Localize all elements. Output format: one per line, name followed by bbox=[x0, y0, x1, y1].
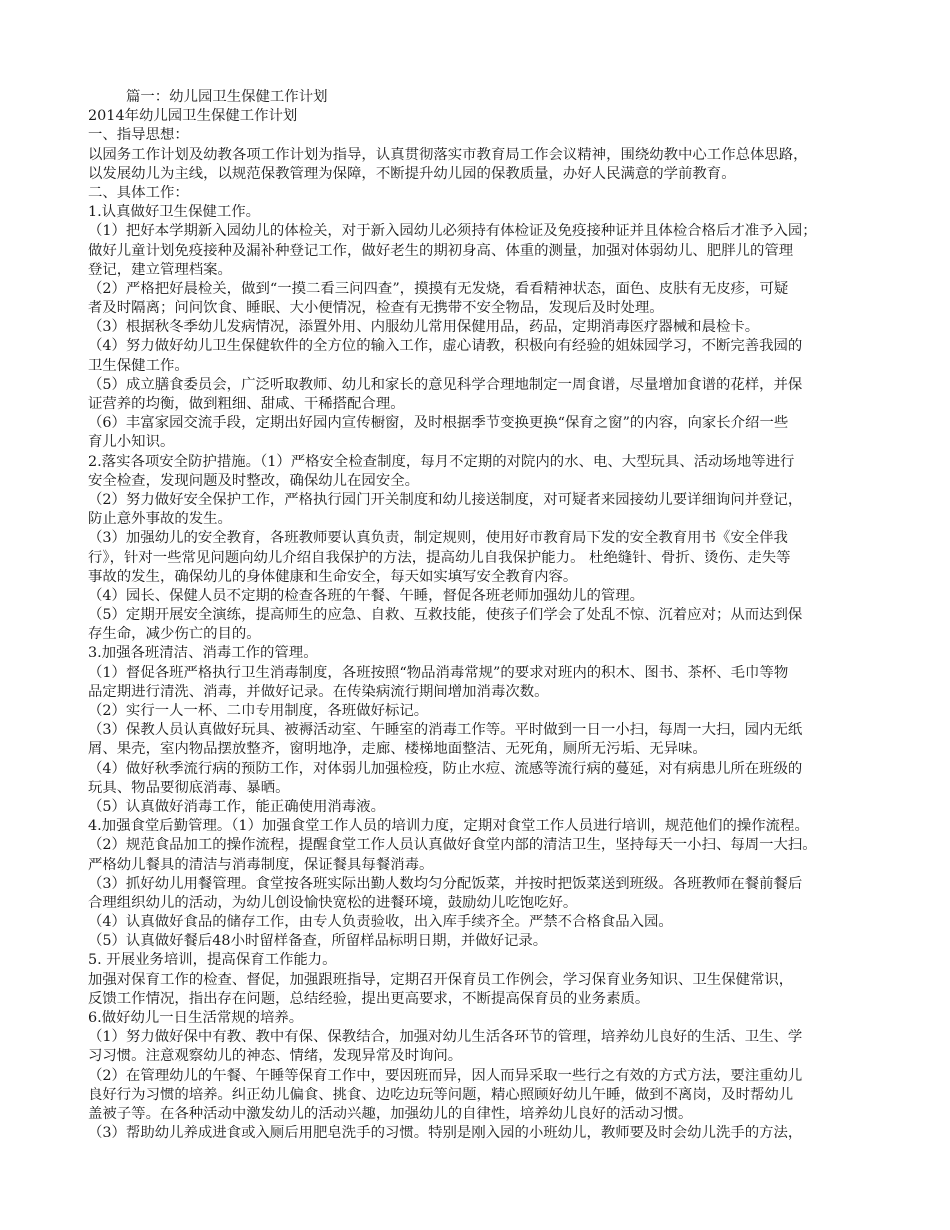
text-line: 存生命，减少伤亡的目的。 bbox=[88, 626, 261, 643]
text-line: 防止意外事故的发生。 bbox=[88, 511, 232, 528]
text-line: 做好儿童计划免疫接种及漏补种登记工作，做好老生的期初身高、体重的测量，加强对体弱幼儿、肥胖儿的管理 bbox=[88, 242, 794, 259]
text-line: 行》，针对一些常见问题向幼儿介绍自我保护的方法，提高幼儿自我保护能力。 杜绝缝针、骨折、烫伤、走失等 bbox=[88, 549, 791, 566]
text-line: （1）努力做好保中有教、教中有保、保教结合，加强对幼儿生活各环节的管理，培养幼儿良好的生活、卫生、学 bbox=[88, 1029, 803, 1046]
text-line: （5）认真做好消毒工作，能正确使用消毒液。 bbox=[88, 798, 385, 815]
text-line: 良好行为习惯的培养。纠正幼儿偏食、挑食、边吃边玩等问题，精心照顾好幼儿午睡，做到不离岗，及时帮幼儿 bbox=[88, 1086, 794, 1103]
text-line: 屑、果壳，室内物品摆放整齐，窗明地净，走廊、楼梯地面整洁、无死角，厕所无污垢、无异味。 bbox=[88, 741, 707, 758]
text-line: （4）努力做好幼儿卫生保健软件的全方位的输入工作，虚心请教，积极向有经验的姐妹园学习，不断完善我园的 bbox=[88, 338, 803, 355]
text-line: （2）努力做好安全保护工作，严格执行园门开关制度和幼儿接送制度，对可疑者来园接幼儿要详细询问并登记， bbox=[88, 491, 803, 508]
text-line: 5. 开展业务培训，提高保育工作能力。 bbox=[88, 952, 337, 969]
text-line: （5）认真做好餐后48小时留样备查，所留样品标明日期，并做好记录。 bbox=[88, 933, 548, 950]
text-line: 事故的发生，确保幼儿的身体健康和生命安全，每天如实填写安全教育内容。 bbox=[88, 568, 578, 585]
text-line: 品定期进行清洗、消毒，并做好记录。在传染病流行期间增加消毒次数。 bbox=[88, 683, 549, 700]
text-line: （6）丰富家园交流手段，定期出好园内宣传橱窗，及时根据季节变换更换“保育之窗”的内容，向家长介绍一些 bbox=[88, 415, 789, 432]
text-line: 证营养的均衡，做到粗细、甜咸、干稀搭配合理。 bbox=[88, 396, 405, 412]
text-line: （4）园长、保健人员不定期的检查各班的午餐、午睡，督促各班老师加强幼儿的管理。 bbox=[88, 587, 645, 604]
text-line: 卫生保健工作。 bbox=[88, 357, 189, 374]
text-line: 习习惯。注意观察幼儿的神态、情绪，发现异常及时询问。 bbox=[88, 1048, 463, 1065]
text-line: （2）实行一人一杯、二巾专用制度，各班做好标记。 bbox=[88, 703, 429, 719]
text-line: （5）成立膳食委员会，广泛听取教师、幼儿和家长的意见科学合理地制定一周食谱，尽量增加食谱的花样，并保 bbox=[88, 376, 803, 393]
text-line: 一、指导思想： bbox=[88, 127, 189, 144]
text-line: （1）督促各班严格执行卫生消毒制度，各班按照“物品消毒常规”的要求对班内的积木、图书、茶杯、毛巾等物 bbox=[88, 664, 789, 681]
text-line: （3）帮助幼儿养成进食或入厕后用肥皂洗手的习惯。特别是刚入园的小班幼儿，教师要及时会幼儿洗手的方法， bbox=[88, 1125, 803, 1142]
text-line: 加强对保育工作的检查、督促，加强跟班指导，定期召开保育员工作例会，学习保育业务知识、卫生保健常识， bbox=[88, 971, 794, 988]
text-line: 反馈工作情况，指出存在问题，总结经验，提出更高要求，不断提高保育员的业务素质。 bbox=[88, 990, 650, 1007]
text-line: 登记，建立管理档案。 bbox=[88, 261, 232, 278]
document-header: 篇一：幼儿园卫生保健工作计划 bbox=[126, 89, 328, 105]
text-line: （2）严格把好晨检关，做到“一摸二看三问四查”，摸摸有无发烧，看看精神状态，面色、皮肤有无皮疹，可疑 bbox=[88, 280, 789, 297]
text-line: 盖被子等。在各种活动中激发幼儿的活动兴趣，加强幼儿的自律性，培养幼儿良好的活动习惯。 bbox=[88, 1105, 693, 1122]
text-line: 玩具、物品要彻底消毒、暴晒。 bbox=[88, 779, 290, 796]
text-line: （4）认真做好食品的储存工作，由专人负责验收，出入库手续齐全。严禁不合格食品入园。 bbox=[88, 914, 673, 931]
document-body bbox=[88, 88, 866, 1143]
text-line: 2014年幼儿园卫生保健工作计划 bbox=[88, 108, 298, 125]
text-line: 以发展幼儿为主线，以规范保教管理为保障，不断提升幼儿园的保教质量，办好人民满意的学前教育。 bbox=[88, 165, 736, 182]
text-line: 以园务工作计划及幼教各项工作计划为指导，认真贯彻落实市教育局工作会议精神，围绕幼教中心工作总体思路， bbox=[88, 146, 808, 163]
text-line: 育儿小知识。 bbox=[88, 434, 175, 451]
text-line: （3）根据秋冬季幼儿发病情况，添置外用、内服幼儿常用保健用品，药品，定期消毒医疗器械和晨检卡。 bbox=[88, 319, 760, 336]
text-line: （5）定期开展安全演练，提高师生的应急、自救、互救技能，使孩子们学会了处乱不惊、沉着应对；从而达到保 bbox=[88, 607, 803, 624]
text-line: 3.加强各班清洁、消毒工作的管理。 bbox=[88, 645, 318, 662]
text-line: 合理组织幼儿的活动，为幼儿创设愉快宽松的进餐环境，鼓励幼儿吃饱吃好。 bbox=[88, 894, 578, 911]
text-line: （3）加强幼儿的安全教育，各班教师要认真负责，制定规则，使用好市教育局下发的安全教育用书《安全伴我 bbox=[88, 530, 788, 547]
text-line: （1）把好本学期新入园幼儿的体检关，对于新入园幼儿必须持有体检证及免疫接种证并且体检合格后才准予入园； bbox=[88, 223, 817, 240]
text-line: 2.落实各项安全防护措施。（1）严格安全检查制度，每月不定期的对院内的水、电、大型玩具、活动场地等进行 bbox=[88, 453, 795, 470]
text-line: （4）做好秋季流行病的预防工作，对体弱儿加强检疫，防止水痘、流感等流行病的蔓延，对有病患儿所在班级的 bbox=[88, 760, 803, 777]
text-line: 4.加强食堂后勤管理。（1）加强食堂工作人员的培训力度，定期对食堂工作人员进行培训，规范他们的操作流程。 bbox=[88, 818, 809, 835]
text-line: （2）在管理幼儿的午餐、午睡等保育工作中，要因班而异，因人而异采取一些行之有效的方式方法，要注重幼儿 bbox=[88, 1067, 803, 1084]
text-line: （3）抓好幼儿用餐管理。食堂按各班实际出勤人数均匀分配饭菜，并按时把饭菜送到班级。各班教师在餐前餐后 bbox=[88, 875, 803, 892]
document-lines bbox=[88, 107, 866, 1143]
text-line: 安全检查，发现问题及时整改，确保幼儿在园安全。 bbox=[88, 472, 419, 489]
text-line: 1.认真做好卫生保健工作。 bbox=[88, 204, 261, 221]
text-line: （2）规范食品加工的操作流程，提醒食堂工作人员认真做好食堂内部的清洁卫生，坚持每天一小扫、每周一大扫。 bbox=[88, 837, 817, 854]
text-line: 者及时隔离；问问饮食、睡眠、大小便情况，检查有无携带不安全物品，发现后及时处理。 bbox=[88, 300, 664, 317]
text-line: 6.做好幼儿一日生活常规的培养。 bbox=[88, 1010, 304, 1026]
text-line: （3）保教人员认真做好玩具、被褥活动室、午睡室的消毒工作等。平时做到一日一小扫，每周一大扫，园内无纸 bbox=[88, 722, 803, 739]
text-line: 二、具体工作： bbox=[88, 184, 189, 201]
text-line: 严格幼儿餐具的清洁与消毒制度，保证餐具每餐消毒。 bbox=[88, 856, 434, 873]
